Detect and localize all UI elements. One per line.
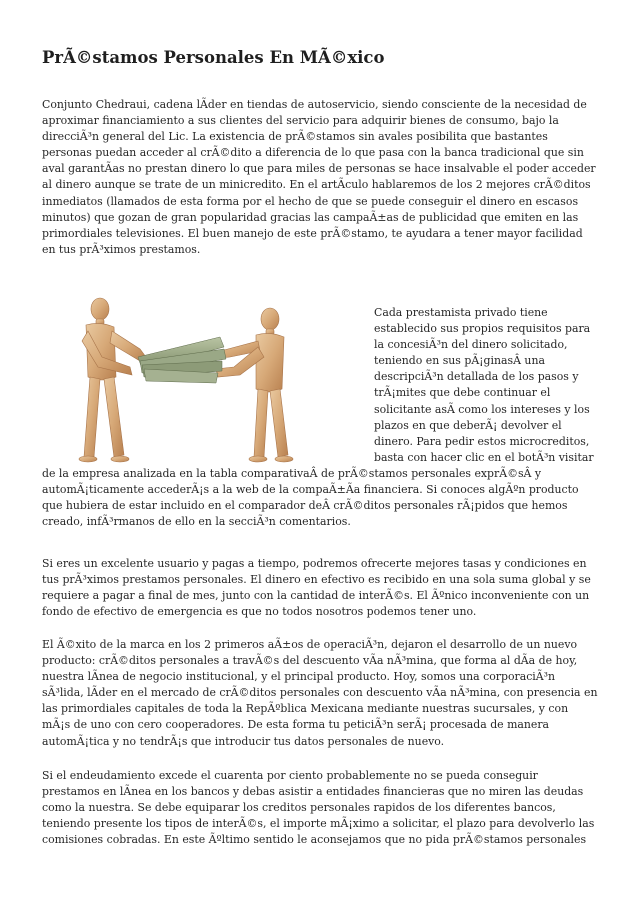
- document-title: PrÃ©stamos Personales En MÃ©xico: [42, 48, 385, 67]
- paragraph-requirements: Cada prestamista privado tiene establecido sus propios requisitos para la concesiÃ³n del dinero solicitado, teniendo en sus pÃ¡ginasÂ una descripciÃ³n detallada de los pasos y trÃ¡mites que debe continuar el solicitante asÃ como los intereses y los plazos en que deberÃ¡ devolver el dinero. Para pedir estos microcreditos, basta con hacer clic en el botÃ³n visitar de la empresa analizada en la tabla comparativaÂ de prÃ©stamos personales exprÃ©sÂ y automÃ¡ticamente accederÃ¡s a la web de la compaÃ±Ãa financiera. Si conoces algÃºn producto que hubiera de estar incluido en el comparador deÂ crÃ©ditos personales rÃ¡pidos que hemos creado, infÃ³rmanos de ello en la secciÃ³n comentarios.: [42, 306, 594, 529]
- wooden-mannequins-money-image: [42, 297, 360, 465]
- paragraph-brand-success: El Ã©xito de la marca en los 2 primeros aÃ±os de operaciÃ³n, dejaron el desarrollo de un nuevo producto: crÃ©ditos personales a travÃ©s del descuento vÃa nÃ³mina, que forma al dÃa de hoy, nuestra lÃnea de negocio institucional, y el principal producto. Hoy, somos una corporaciÃ³n sÃ³lida, lÃder en el mercado de crÃ©ditos personales con descuento vÃa nÃ³mina, con presencia en las primordiales capitales de toda la RepÃºblica Mexicana mediante nuestras sucursales, y con mÃ¡s de uno con cero cooperadores. De esta forma tu peticiÃ³n serÃ¡ procesada de manera automÃ¡tica y no tendrÃ¡s que introducir tus datos personales de nuevo.: [42, 638, 598, 748]
- paragraph-good-user: Si eres un excelente usuario y pagas a tiempo, podremos ofrecerte mejores tasas y condiciones en tus prÃ³ximos prestamos personales. El dinero en efectivo es recibido en una sola suma global y se requiere a pagar a final de mes, junto con la cantidad de interÃ©s. El Ãºnico inconveniente con un fondo de efectivo de emergencia es que no todos nosotros podemos tener uno.: [42, 557, 591, 619]
- paragraph-intro: Conjunto Chedraui, cadena lÃder en tiendas de autoservicio, siendo consciente de la necesidad de aproximar financiamiento a sus clientes del servicio para adquirir bienes de consumo, bajo la direcciÃ³n general del Lic. La existencia de prÃ©stamos sin avales posibilita que bastantes personas puedan acceder al crÃ©dito a diferencia de lo que pasa con la banca tradicional que sin aval garantÃas no prestan dinero lo que para miles de personas se hace insalvable el poder acceder al dinero aunque se trate de un minicredito. En el artÃculo hablaremos de los 2 mejores crÃ©ditos inmediatos (llamados de esta forma por el hecho de que se puede conseguir el dinero en escasos minutos) que gozan de gran popularidad gracias las campaÃ±as de publicidad que emiten en las primordiales televisiones. El buen manejo de este prÃ©stamo, te ayudara a tener mayor facilidad en tus prÃ³ximos prestamos.: [42, 98, 596, 256]
- paragraph-indebtedness: Si el endeudamiento excede el cuarenta por ciento probablemente no se pueda conseguir prestamos en lÃnea en los bancos y debas asistir a entidades financieras que no miren las deudas como la nuestra. Se debe equiparar los creditos personales rapidos de los diferentes bancos, teniendo presente los tipos de interÃ©s, el importe mÃ¡ximo a solicitar, el plazo para devolverlo las comisiones cobradas. En este Ãºltimo sentido le aconsejamos que no pida prÃ©stamos personales: [42, 769, 595, 847]
- figure-with-text: [42, 297, 598, 530]
